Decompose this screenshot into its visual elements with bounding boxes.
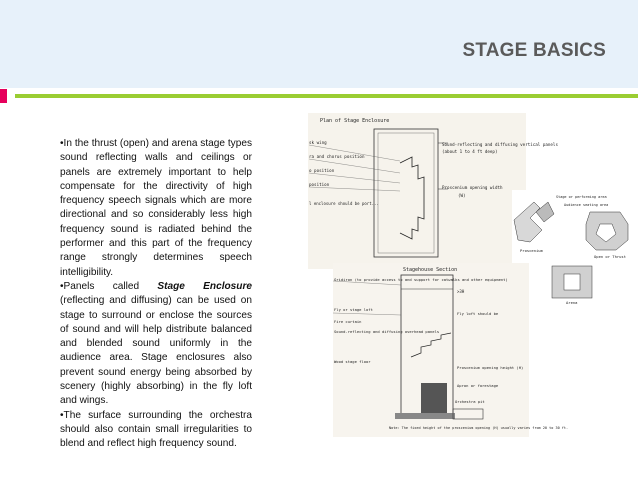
- accent-marker: [0, 89, 7, 103]
- paragraph-1: •In the thrust (open) and arena stage types sound reflecting walls and ceilings or panels are extremely important to help compensate for the directivity of high frequency speech signals which are more directional and so considerably less high frequency sound is radiated behind the performer and this part of the frequency range strongly determines speech intelligibility.: [60, 138, 252, 278]
- small-label-4: Open or Thrust: [594, 254, 627, 259]
- stage-types-figure: [512, 190, 634, 308]
- plan-label-4: position: [309, 182, 330, 187]
- section-heading: Stagehouse Section: [403, 267, 458, 273]
- section-label-9: Orchestra pit: [455, 399, 485, 404]
- section-label-3: Fire curtain: [334, 319, 362, 324]
- paragraph-2: •Panels called Stage Enclosure (reflecting and diffusing) can be used on stage to surround or enclose the sources of sound and will help distribute balanced and blended sound uniformly in the audience area. Stage enclosures also prevent sound energy being absorbed by scenery (highly absorbing) in the fly loft and wings.: [60, 280, 252, 407]
- plan-label-8: (W): [458, 193, 466, 198]
- plan-of-stage-enclosure-figure: [308, 113, 558, 269]
- plan-label-7: Proscenium opening width: [442, 185, 503, 190]
- small-label-3: Proscenium: [520, 248, 543, 253]
- section-label-7: Proscenium opening height (H): [457, 365, 524, 370]
- section-label-1: Gridiron (to provide access to and support for catwalks and other equipment): [334, 277, 508, 282]
- section-label-4: Sound-reflecting and diffusing overhead panels: [334, 329, 440, 334]
- plan-label-3: o position: [309, 168, 335, 173]
- small-label-1: Stage or performing area: [556, 195, 607, 199]
- small-label-2: Audience seating area: [564, 203, 609, 207]
- section-label-6: Fly loft should be: [457, 311, 499, 316]
- divider-rule: [15, 94, 638, 98]
- plan-note: l enclosure should be port...: [309, 201, 379, 206]
- plan-label-5: Sound-reflecting and diffusing vertical panels: [442, 142, 558, 147]
- small-label-5: Arena: [566, 300, 578, 305]
- section-label-10: >3H: [457, 289, 465, 294]
- section-label-5: Wood stage floor: [334, 359, 371, 364]
- plan-label-1: sk wing: [309, 140, 327, 145]
- section-label-2: Fly or stage loft: [334, 307, 373, 312]
- plan-label-6: (about 1 to 4 ft deep): [442, 149, 498, 154]
- slide-title: STAGE BASICS: [462, 40, 606, 61]
- section-note: Note: The fixed height of the proscenium opening (H) usually varies from 20 to 30 ft.: [389, 426, 569, 430]
- plan-label-2: ra and chorus position: [309, 154, 365, 159]
- stagehouse-section-figure: [333, 263, 569, 437]
- body-text: [60, 137, 252, 452]
- stage-enclosure-term: Stage Enclosure: [157, 280, 252, 292]
- paragraph-3: •The surface surrounding the orchestra should also contain small irregularities to blend and reflect high frequency sound.: [60, 409, 252, 450]
- section-label-8: Apron or forestage: [457, 383, 499, 388]
- plan-heading: Plan of Stage Enclosure: [320, 118, 390, 124]
